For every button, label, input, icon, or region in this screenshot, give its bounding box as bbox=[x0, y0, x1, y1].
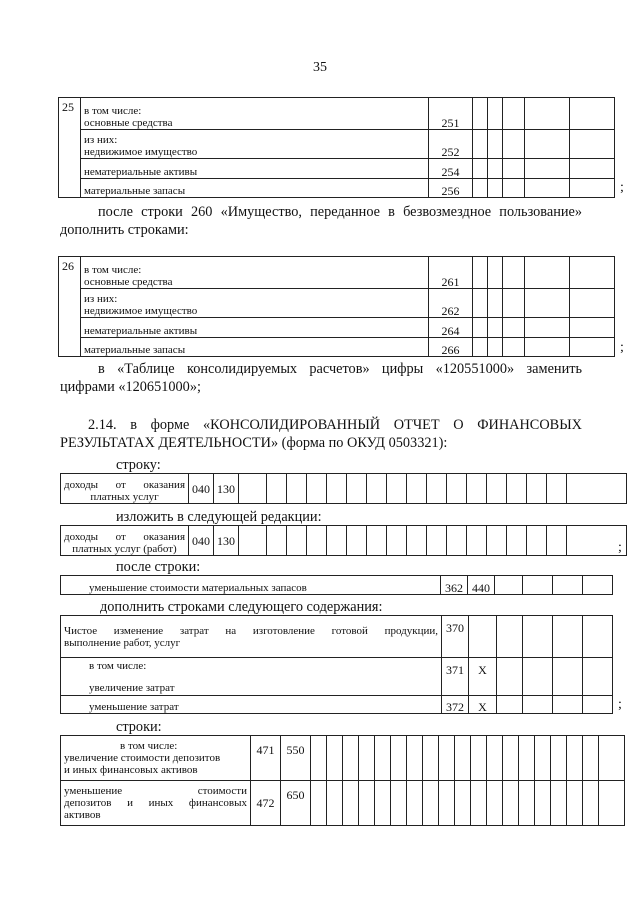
row-code: 256 bbox=[429, 179, 473, 198]
table-row bbox=[59, 130, 615, 159]
row-label: из них: недвижимое имущество bbox=[81, 289, 429, 318]
row-label: в том числе: увеличение затрат bbox=[61, 658, 442, 696]
row-label: в том числе: увеличение стоимости депозитов и иных финансовых активов bbox=[61, 736, 251, 781]
row-mark: X bbox=[469, 696, 497, 714]
row-code: 130 bbox=[214, 526, 239, 556]
label-rows: строки: bbox=[116, 719, 162, 735]
semicolon: ; bbox=[620, 340, 624, 355]
table-rows-251-256 bbox=[58, 97, 615, 198]
row-number: 26 bbox=[59, 257, 81, 357]
label-line bbox=[60, 718, 612, 736]
row-code: 254 bbox=[429, 159, 473, 179]
table-row bbox=[59, 338, 615, 357]
row-code: 440 bbox=[468, 576, 495, 595]
row-label: в том числе: основные средства bbox=[81, 98, 429, 130]
row-label: нематериальные активы bbox=[81, 159, 429, 179]
page-number: 35 bbox=[313, 60, 327, 75]
row-code: 266 bbox=[429, 338, 473, 357]
row-label: доходы от оказания платных услуг (работ) bbox=[61, 526, 189, 556]
paragraph-text: цифрами «120651000»; bbox=[60, 379, 201, 395]
row-mark: X bbox=[469, 658, 497, 696]
table-income-old bbox=[60, 473, 627, 504]
table-row bbox=[61, 736, 625, 781]
label-line bbox=[60, 598, 612, 616]
row-label: нематериальные активы bbox=[81, 318, 429, 338]
table-row bbox=[59, 289, 615, 318]
table-row bbox=[59, 159, 615, 179]
label-line bbox=[60, 456, 612, 474]
table-row bbox=[61, 781, 625, 826]
row-label: из них: недвижимое имущество bbox=[81, 130, 429, 159]
table-row bbox=[59, 257, 615, 289]
table-material-decrease bbox=[60, 575, 613, 595]
row-code: 472 bbox=[251, 781, 281, 826]
label-edit: изложить в следующей редакции: bbox=[116, 509, 322, 525]
label-add: дополнить строками следующего содержания: bbox=[100, 599, 383, 615]
row-code: 650 bbox=[281, 781, 311, 826]
row-code: 040 bbox=[189, 526, 214, 556]
table-row bbox=[61, 616, 613, 658]
table-row bbox=[61, 474, 627, 504]
row-code: 371 bbox=[442, 658, 469, 696]
table-income-new bbox=[60, 525, 627, 556]
table-rows-261-266 bbox=[58, 256, 615, 357]
row-label: в том числе: основные средства bbox=[81, 257, 429, 289]
row-label: уменьшение стоимости материальных запасов bbox=[61, 576, 441, 595]
row-label: материальные запасы bbox=[81, 338, 429, 357]
label-row: строку: bbox=[116, 457, 161, 473]
row-code: 372 bbox=[442, 696, 469, 714]
semicolon: ; bbox=[618, 540, 622, 555]
table-cost-change bbox=[60, 615, 613, 714]
table-row bbox=[61, 526, 627, 556]
row-label: доходы от оказания платных услуг bbox=[61, 474, 189, 504]
table-deposits bbox=[60, 735, 625, 826]
semicolon: ; bbox=[620, 180, 624, 195]
section-heading: РЕЗУЛЬТАТАХ ДЕЯТЕЛЬНОСТИ» (форма по ОКУД 0503321): bbox=[60, 435, 448, 451]
row-code: 264 bbox=[429, 318, 473, 338]
table-row bbox=[61, 658, 613, 696]
table-row bbox=[59, 98, 615, 130]
row-label: уменьшение затрат bbox=[61, 696, 442, 714]
row-code: 040 bbox=[189, 474, 214, 504]
row-label: материальные запасы bbox=[81, 179, 429, 198]
row-code: 252 bbox=[429, 130, 473, 159]
row-number: 25 bbox=[59, 98, 81, 198]
paragraph-text: после строки 260 «Имущество, переданное в безвозмездное пользование» bbox=[98, 204, 582, 220]
row-code: 370 bbox=[442, 616, 469, 658]
row-code: 251 bbox=[429, 98, 473, 130]
label-line bbox=[60, 558, 612, 576]
row-code: 550 bbox=[281, 736, 311, 781]
row-label: уменьшение стоимости депозитов и иных финансовых активов bbox=[61, 781, 251, 826]
table-row bbox=[61, 576, 613, 595]
semicolon: ; bbox=[618, 697, 622, 712]
paragraph-text: в «Таблице консолидируемых расчетов» цифры «120551000» заменить bbox=[98, 361, 582, 377]
row-label: Чистое изменение затрат на изготовление готовой продукции, выполнение работ, услуг bbox=[61, 616, 442, 658]
paragraph-text: дополнить строками: bbox=[60, 222, 189, 238]
table-row bbox=[59, 318, 615, 338]
row-code: 362 bbox=[441, 576, 468, 595]
row-code: 471 bbox=[251, 736, 281, 781]
label-line bbox=[60, 508, 612, 526]
row-code: 262 bbox=[429, 289, 473, 318]
section-heading: 2.14. в форме «КОНСОЛИДИРОВАННЫЙ ОТЧЕТ О ФИНАНСОВЫХ bbox=[88, 417, 582, 433]
row-code: 130 bbox=[214, 474, 239, 504]
label-after: после строки: bbox=[116, 559, 201, 575]
row-code: 261 bbox=[429, 257, 473, 289]
table-row bbox=[59, 179, 615, 198]
table-row bbox=[61, 696, 613, 714]
